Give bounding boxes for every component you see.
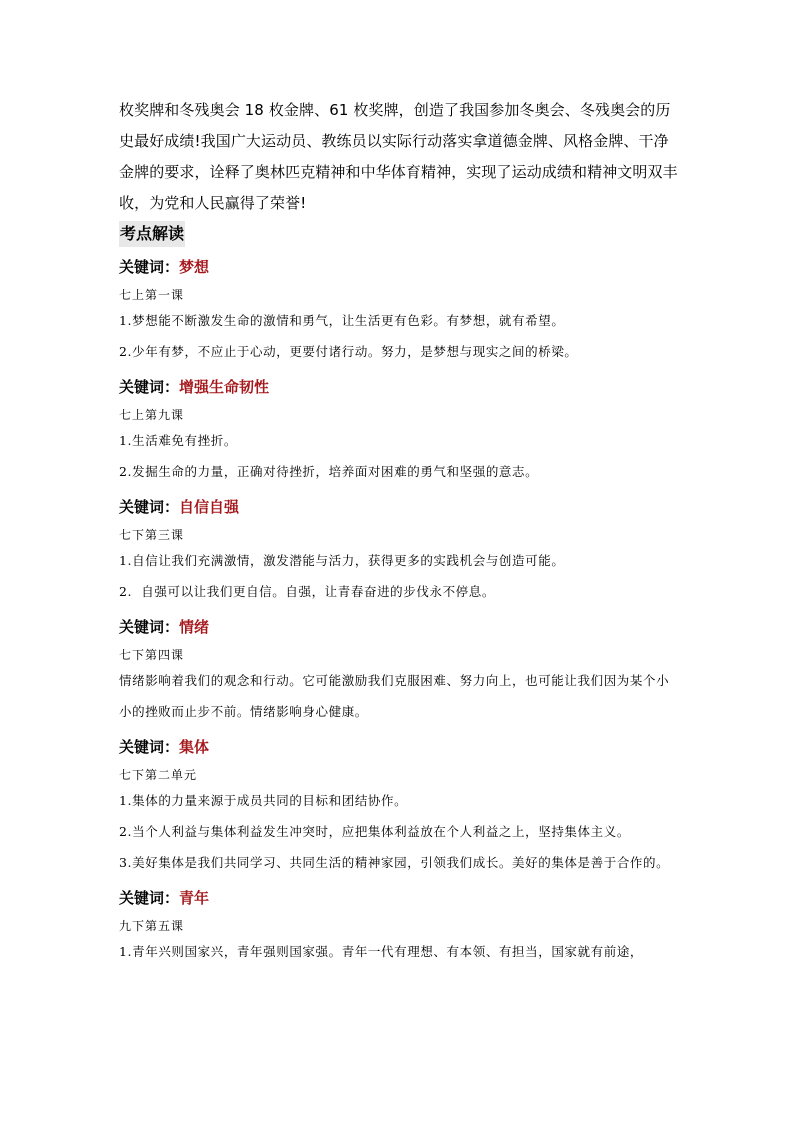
point-text: 1.自信让我们充满激情，激发潜能与活力，获得更多的实践机会与创造可能。: [119, 553, 565, 568]
keyword-label: 关键词：: [119, 738, 180, 756]
point-text: 1.青年兴则国家兴，青年强则国家强。青年一代有理想、有本领、有担当，国家就有前途，: [119, 944, 644, 959]
point-text: 1.梦想能不断激发生命的激情和勇气，让生活更有色彩。有梦想，就有希望。: [119, 313, 565, 328]
keyword-value: 自信自强: [179, 498, 240, 516]
lesson-ref: 七下第四课: [119, 648, 185, 662]
point-text: 3.美好集体是我们共同学习、共同生活的精神家园，引领我们成长。美好的集体是善于合作的。: [119, 855, 670, 870]
lesson-ref: 九下第五课: [119, 919, 185, 933]
keyword-label: 关键词：: [119, 889, 180, 907]
keyword-label: 关键词：: [119, 378, 180, 396]
keyword-value: 情绪: [179, 618, 210, 636]
keyword-heading: [119, 888, 679, 908]
keyword-group-collective: [119, 737, 679, 878]
keyword-label: 关键词：: [119, 618, 180, 636]
keyword-label: 关键词：: [119, 258, 180, 276]
document-content: [119, 95, 679, 967]
keyword-value: 增强生命韧性: [179, 378, 270, 396]
keyword-heading: [119, 737, 679, 757]
point-text: 2.少年有梦，不应止于心动，更要付诸行动。努力，是梦想与现实之间的桥梁。: [119, 344, 578, 359]
keyword-heading: [119, 617, 679, 637]
section-title: 考点解读: [119, 221, 185, 247]
lesson-ref: 七下第三课: [119, 528, 185, 542]
point-text: 2.当个人利益与集体利益发生冲突时，应把集体利益放在个人利益之上，坚持集体主义。: [119, 824, 630, 839]
keyword-value: 青年: [179, 889, 210, 907]
point-text: 2. 自强可以让我们更自信。自强，让青春奋进的步伐永不停息。: [119, 584, 495, 599]
lesson-ref: 七上第一课: [119, 288, 185, 302]
keyword-group-dream: [119, 257, 679, 367]
lesson-ref: 七下第二单元: [119, 768, 198, 782]
keyword-heading: [119, 377, 679, 397]
keyword-group-resilience: [119, 377, 679, 487]
point-text: 1.集体的力量来源于成员共同的目标和团结协作。: [119, 793, 408, 808]
keyword-value: 梦想: [179, 258, 210, 276]
point-text: 2.发掘生命的力量，正确对待挫折，培养面对困难的勇气和坚强的意志。: [119, 464, 539, 479]
keyword-group-confidence: [119, 497, 679, 607]
intro-paragraph: 枚奖牌和冬残奥会 18 枚金牌、61 枚奖牌，创造了我国参加冬奥会、冬残奥会的历史最好成绩!我国广大运动员、教练员以实际行动落实拿道德金牌、风格金牌、干净金牌的要求，诠释了奥林匹克精神和中华体育精神，实现了运动成绩和精神文明双丰收，为党和人民赢得了荣誉!: [119, 101, 678, 212]
point-text: 情绪影响着我们的观念和行动。它可能激励我们克服困难、努力向上，也可能让我们因为某个小小的挫败而止步不前。情绪影响身心健康。: [119, 673, 670, 719]
keyword-label: 关键词：: [119, 498, 180, 516]
keyword-value: 集体: [179, 738, 210, 756]
keyword-heading: [119, 497, 679, 517]
keyword-heading: [119, 257, 679, 277]
keyword-group-youth: [119, 888, 679, 967]
lesson-ref: 七上第九课: [119, 408, 185, 422]
point-text: 1.生活难免有挫折。: [119, 433, 237, 448]
keyword-group-emotion: [119, 617, 679, 727]
